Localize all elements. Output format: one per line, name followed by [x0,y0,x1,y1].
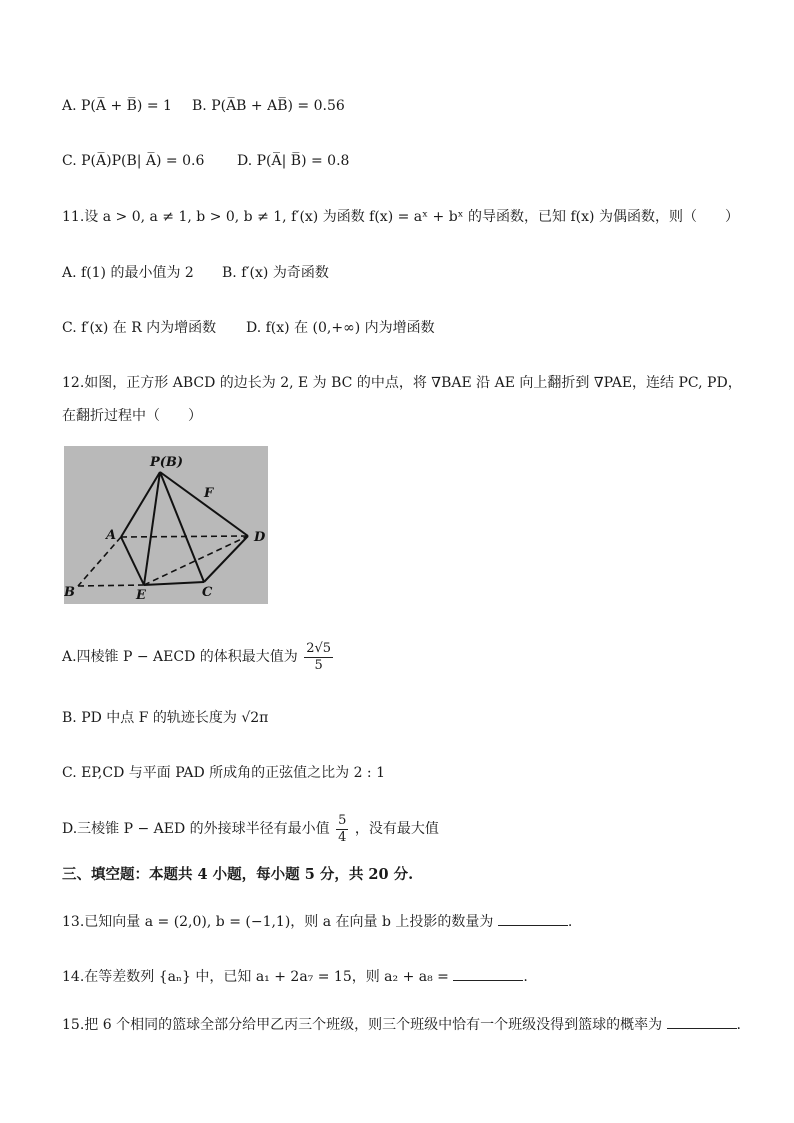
label-f: F [204,486,214,501]
label-a: A [106,528,117,543]
q11-stem: 11.设 a > 0, a ≠ 1, b > 0, b ≠ 1, f′(x) 为函数 f(x) = aˣ + bˣ 的导函数，已知 f(x) 为偶函数，则（ ） [62,209,739,225]
q12-option-a-text: A.四棱锥 P − AECD 的体积最大值为 [62,649,298,665]
q10-option-d: D. P(A̅| B̅) = 0.8 [237,153,350,169]
q11-option-a: A. f(1) 的最小值为 2 [62,265,194,281]
q12-stem-line1: 12.如图，正方形 ABCD 的边长为 2, E 为 BC 的中点，将 ∇BAE 沿 AE 向上翻折到 ∇PAE，连结 PC, PD， [62,375,742,391]
section-heading: 三、填空题：本题共 4 小题，每小题 5 分，共 20 分. [62,866,414,883]
fraction-numerator: 5 [338,812,347,828]
label-b: B [64,585,75,600]
q12-option-d-fraction [336,813,348,846]
answer-blank[interactable] [453,966,523,981]
q15 [62,1014,741,1035]
q13 [62,911,572,932]
answer-blank[interactable] [667,1014,737,1029]
q11-option-c: C. f′(x) 在 R 内为增函数 [62,320,217,336]
q12-option-d [62,808,439,850]
label-d: D [254,530,266,545]
label-p: P(B) [150,455,184,470]
label-e: E [136,588,146,603]
q12-option-d-text: D.三棱锥 P − AED 的外接球半径有最小值 [62,821,330,837]
q14-end: . [523,969,528,985]
fraction-denominator: 5 [314,657,323,673]
q15-text: 15.把 6 个相同的篮球全部分给甲乙丙三个班级，则三个班级中恰有一个班级没得到篮球的概率为 [62,1017,663,1033]
q11-option-b: B. f′(x) 为奇函数 [222,265,329,281]
q14 [62,966,528,987]
q12-option-d-tail: ，没有最大值 [354,821,439,837]
q12-stem-line2: 在翻折过程中（ ） [62,408,202,424]
pyramid-figure [64,446,268,604]
q10-option-b: B. P(A̅B + AB̅) = 0.56 [192,98,345,114]
q14-text: 14.在等差数列 {aₙ} 中，已知 a₁ + 2a₇ = 15，则 a₂ + a₈ = [62,969,449,985]
q12-option-a-fraction [304,641,333,674]
q11-option-d: D. f(x) 在 (0,+∞) 内为增函数 [246,320,435,336]
fraction-denominator: 4 [338,829,347,845]
q15-end: . [736,1017,741,1033]
q10-option-a: A. P(A̅ + B̅) = 1 [62,98,172,114]
label-c: C [202,585,213,600]
q10-option-c: C. P(A̅)P(B| A̅) = 0.6 [62,153,205,169]
q12-option-b: B. PD 中点 F 的轨迹长度为 √2π [62,710,269,726]
q12-option-c: C. EP,CD 与平面 PAD 所成角的正弦值之比为 2 : 1 [62,765,386,781]
fraction-numerator: 2√5 [306,640,332,656]
q13-text: 13.已知向量 a = (2,0), b = (−1,1)，则 a 在向量 b 上投影的数量为 [62,914,494,930]
q12-option-a [62,636,335,678]
q13-end: . [567,914,573,930]
answer-blank[interactable] [498,911,568,926]
